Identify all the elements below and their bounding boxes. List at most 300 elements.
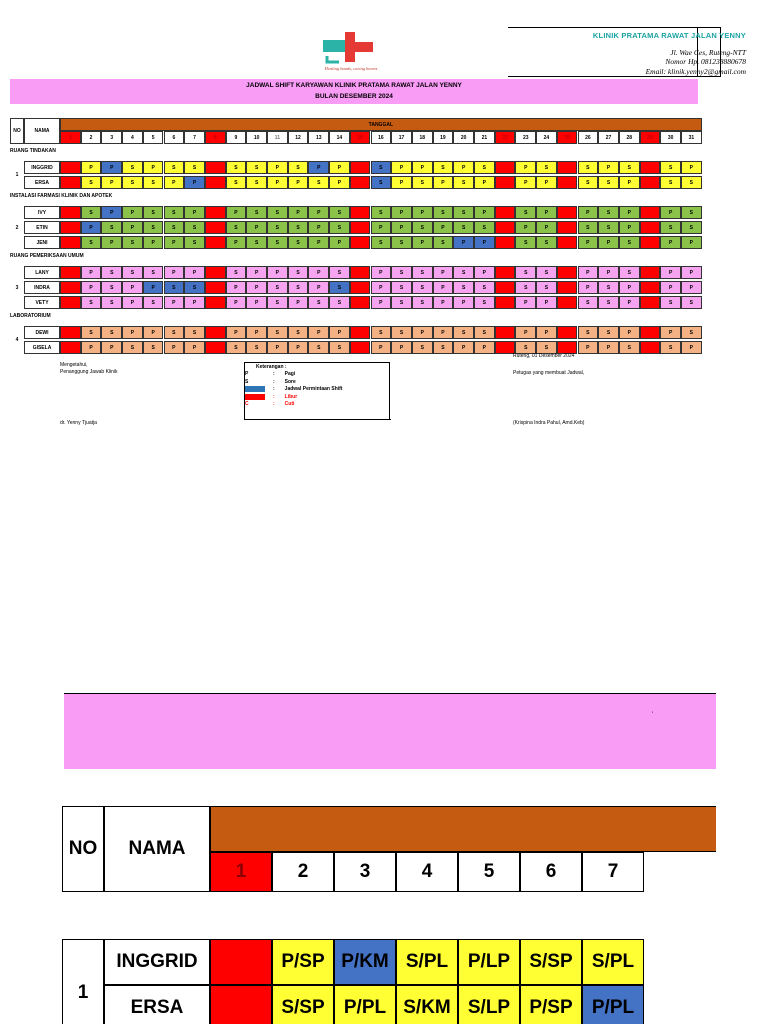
shift-cell[interactable]: S (660, 341, 681, 354)
shift-cell[interactable]: S (226, 176, 247, 189)
shift-cell[interactable]: P (288, 296, 309, 309)
shift-cell[interactable]: S (143, 206, 164, 219)
shift-cell[interactable]: P (164, 236, 185, 249)
shift-cell[interactable]: P (226, 236, 247, 249)
shift-cell[interactable]: S (474, 221, 495, 234)
shift-cell[interactable]: S (681, 221, 702, 234)
shift-cell[interactable]: P (681, 266, 702, 279)
zoom-shift-cell[interactable]: P/KM (334, 939, 396, 985)
shift-cell[interactable]: P (288, 341, 309, 354)
shift-cell[interactable] (557, 296, 578, 309)
shift-cell[interactable]: S (660, 176, 681, 189)
shift-cell[interactable] (640, 221, 661, 234)
shift-cell[interactable]: P (288, 176, 309, 189)
shift-cell[interactable]: S (536, 161, 557, 174)
shift-cell[interactable] (205, 326, 226, 339)
shift-cell[interactable] (557, 326, 578, 339)
shift-cell[interactable]: S (267, 281, 288, 294)
shift-cell[interactable] (60, 221, 81, 234)
shift-cell[interactable]: S (81, 176, 102, 189)
shift-cell[interactable]: S (515, 266, 536, 279)
shift-cell[interactable]: P (101, 341, 122, 354)
shift-cell[interactable]: P (81, 221, 102, 234)
shift-cell[interactable] (640, 296, 661, 309)
shift-cell[interactable]: P (391, 206, 412, 219)
shift-cell[interactable]: S (619, 341, 640, 354)
shift-cell[interactable]: P (81, 281, 102, 294)
shift-cell[interactable]: P (453, 236, 474, 249)
shift-cell[interactable]: P (598, 161, 619, 174)
shift-cell[interactable]: S (267, 206, 288, 219)
shift-cell[interactable]: P (122, 326, 143, 339)
shift-cell[interactable]: P (453, 296, 474, 309)
shift-cell[interactable]: P (681, 281, 702, 294)
shift-cell[interactable] (60, 206, 81, 219)
shift-cell[interactable]: P (184, 176, 205, 189)
shift-cell[interactable]: P (598, 266, 619, 279)
shift-cell[interactable]: S (288, 326, 309, 339)
shift-cell[interactable] (205, 161, 226, 174)
shift-cell[interactable]: S (143, 266, 164, 279)
shift-cell[interactable]: S (433, 341, 454, 354)
shift-cell[interactable] (350, 176, 371, 189)
shift-cell[interactable]: S (164, 206, 185, 219)
shift-cell[interactable]: P (122, 281, 143, 294)
shift-cell[interactable] (205, 281, 226, 294)
shift-cell[interactable]: P (391, 176, 412, 189)
zoom-shift-cell[interactable] (210, 985, 272, 1024)
shift-cell[interactable]: P (246, 296, 267, 309)
shift-cell[interactable]: P (267, 341, 288, 354)
shift-cell[interactable]: S (101, 326, 122, 339)
shift-cell[interactable]: S (371, 326, 392, 339)
shift-cell[interactable]: S (101, 221, 122, 234)
shift-cell[interactable]: S (660, 296, 681, 309)
shift-cell[interactable]: S (578, 176, 599, 189)
shift-cell[interactable]: S (81, 236, 102, 249)
shift-cell[interactable]: S (433, 236, 454, 249)
shift-cell[interactable]: P (433, 281, 454, 294)
shift-cell[interactable]: P (101, 236, 122, 249)
shift-cell[interactable]: S (433, 206, 454, 219)
shift-cell[interactable] (640, 281, 661, 294)
shift-cell[interactable]: P (578, 236, 599, 249)
shift-cell[interactable]: S (453, 266, 474, 279)
shift-cell[interactable]: P (433, 221, 454, 234)
shift-cell[interactable]: P (101, 161, 122, 174)
zoom-shift-cell[interactable]: S/SP (272, 985, 334, 1024)
shift-cell[interactable] (205, 206, 226, 219)
shift-cell[interactable]: P (619, 206, 640, 219)
zoom-shift-cell[interactable] (210, 939, 272, 985)
shift-cell[interactable]: S (122, 176, 143, 189)
shift-cell[interactable]: S (578, 326, 599, 339)
shift-cell[interactable]: P (143, 326, 164, 339)
shift-cell[interactable]: P (226, 326, 247, 339)
shift-cell[interactable]: S (371, 206, 392, 219)
shift-cell[interactable]: S (515, 236, 536, 249)
shift-cell[interactable]: S (246, 176, 267, 189)
shift-cell[interactable] (640, 236, 661, 249)
zoom-shift-cell[interactable]: P/SP (520, 985, 582, 1024)
shift-cell[interactable]: P (371, 341, 392, 354)
shift-cell[interactable]: S (578, 161, 599, 174)
shift-cell[interactable]: P (122, 221, 143, 234)
shift-cell[interactable]: S (619, 236, 640, 249)
shift-cell[interactable] (495, 281, 516, 294)
shift-cell[interactable]: P (226, 296, 247, 309)
shift-cell[interactable]: S (288, 266, 309, 279)
shift-cell[interactable] (350, 221, 371, 234)
shift-cell[interactable]: P (308, 221, 329, 234)
shift-cell[interactable]: P (660, 326, 681, 339)
shift-cell[interactable]: P (433, 296, 454, 309)
shift-cell[interactable]: S (267, 236, 288, 249)
shift-cell[interactable]: S (81, 326, 102, 339)
shift-cell[interactable]: S (619, 266, 640, 279)
shift-cell[interactable] (350, 341, 371, 354)
zoom-shift-cell[interactable]: P/PL (582, 985, 644, 1024)
shift-cell[interactable]: P (515, 161, 536, 174)
shift-cell[interactable] (557, 281, 578, 294)
shift-cell[interactable]: S (453, 206, 474, 219)
shift-cell[interactable]: P (122, 206, 143, 219)
shift-cell[interactable]: P (143, 161, 164, 174)
shift-cell[interactable]: P (329, 326, 350, 339)
shift-cell[interactable]: S (122, 236, 143, 249)
shift-cell[interactable]: P (308, 281, 329, 294)
shift-cell[interactable]: S (308, 341, 329, 354)
shift-cell[interactable] (495, 296, 516, 309)
shift-cell[interactable]: P (474, 176, 495, 189)
shift-cell[interactable]: P (308, 206, 329, 219)
shift-cell[interactable]: S (329, 266, 350, 279)
shift-cell[interactable]: P (453, 161, 474, 174)
shift-cell[interactable]: S (391, 326, 412, 339)
shift-cell[interactable]: P (81, 266, 102, 279)
shift-cell[interactable] (60, 266, 81, 279)
shift-cell[interactable]: P (184, 296, 205, 309)
shift-cell[interactable]: P (515, 176, 536, 189)
shift-cell[interactable]: S (391, 236, 412, 249)
shift-cell[interactable]: P (226, 281, 247, 294)
shift-cell[interactable] (557, 176, 578, 189)
shift-cell[interactable]: S (453, 176, 474, 189)
shift-cell[interactable]: S (515, 206, 536, 219)
shift-cell[interactable]: P (433, 176, 454, 189)
shift-cell[interactable] (640, 341, 661, 354)
shift-cell[interactable]: P (474, 206, 495, 219)
shift-cell[interactable]: P (371, 296, 392, 309)
shift-cell[interactable]: P (329, 176, 350, 189)
shift-cell[interactable]: S (164, 281, 185, 294)
shift-cell[interactable]: P (246, 221, 267, 234)
shift-cell[interactable]: S (515, 281, 536, 294)
shift-cell[interactable]: P (474, 341, 495, 354)
shift-cell[interactable]: P (371, 221, 392, 234)
shift-cell[interactable]: S (371, 161, 392, 174)
shift-cell[interactable]: S (474, 296, 495, 309)
shift-cell[interactable]: P (122, 296, 143, 309)
shift-cell[interactable]: S (329, 341, 350, 354)
shift-cell[interactable]: S (164, 326, 185, 339)
shift-cell[interactable]: P (143, 281, 164, 294)
shift-cell[interactable]: P (164, 341, 185, 354)
shift-cell[interactable]: P (536, 296, 557, 309)
shift-cell[interactable]: P (308, 326, 329, 339)
shift-cell[interactable]: S (164, 221, 185, 234)
shift-cell[interactable] (557, 266, 578, 279)
shift-cell[interactable]: P (578, 206, 599, 219)
shift-cell[interactable] (495, 176, 516, 189)
shift-cell[interactable] (350, 326, 371, 339)
shift-cell[interactable] (205, 236, 226, 249)
shift-cell[interactable]: P (412, 236, 433, 249)
shift-cell[interactable]: P (598, 341, 619, 354)
shift-cell[interactable]: P (619, 326, 640, 339)
shift-cell[interactable] (350, 296, 371, 309)
shift-cell[interactable]: P (619, 296, 640, 309)
shift-cell[interactable]: P (681, 341, 702, 354)
shift-cell[interactable]: P (246, 266, 267, 279)
shift-cell[interactable] (205, 296, 226, 309)
shift-cell[interactable]: P (143, 236, 164, 249)
shift-cell[interactable]: S (288, 236, 309, 249)
shift-cell[interactable]: P (660, 236, 681, 249)
shift-cell[interactable]: P (578, 281, 599, 294)
shift-cell[interactable]: P (660, 281, 681, 294)
shift-cell[interactable]: P (515, 296, 536, 309)
shift-cell[interactable]: S (536, 281, 557, 294)
shift-cell[interactable]: S (329, 221, 350, 234)
shift-cell[interactable] (60, 326, 81, 339)
shift-cell[interactable]: P (536, 176, 557, 189)
shift-cell[interactable]: P (474, 266, 495, 279)
shift-cell[interactable]: S (474, 326, 495, 339)
shift-cell[interactable] (495, 266, 516, 279)
shift-cell[interactable]: P (391, 341, 412, 354)
shift-cell[interactable]: P (453, 341, 474, 354)
shift-cell[interactable] (640, 326, 661, 339)
shift-cell[interactable] (60, 281, 81, 294)
shift-cell[interactable]: S (619, 161, 640, 174)
shift-cell[interactable]: P (619, 281, 640, 294)
zoom-shift-cell[interactable]: P/PL (334, 985, 396, 1024)
shift-cell[interactable]: P (288, 206, 309, 219)
shift-cell[interactable] (495, 206, 516, 219)
shift-cell[interactable]: S (246, 236, 267, 249)
zoom-shift-cell[interactable]: S/LP (458, 985, 520, 1024)
shift-cell[interactable]: P (474, 236, 495, 249)
shift-cell[interactable]: P (101, 206, 122, 219)
shift-cell[interactable] (205, 176, 226, 189)
shift-cell[interactable]: S (246, 206, 267, 219)
shift-cell[interactable]: S (453, 221, 474, 234)
shift-cell[interactable]: S (598, 296, 619, 309)
shift-cell[interactable]: S (578, 296, 599, 309)
shift-cell[interactable] (557, 161, 578, 174)
shift-cell[interactable]: P (536, 206, 557, 219)
shift-cell[interactable]: P (433, 266, 454, 279)
shift-cell[interactable]: P (308, 236, 329, 249)
shift-cell[interactable]: S (226, 221, 247, 234)
shift-cell[interactable]: S (122, 161, 143, 174)
shift-cell[interactable]: S (598, 206, 619, 219)
shift-cell[interactable]: S (660, 221, 681, 234)
shift-cell[interactable]: S (288, 281, 309, 294)
shift-cell[interactable]: S (308, 176, 329, 189)
shift-cell[interactable]: P (184, 266, 205, 279)
shift-cell[interactable]: P (184, 341, 205, 354)
shift-cell[interactable]: P (681, 236, 702, 249)
shift-cell[interactable] (557, 236, 578, 249)
shift-cell[interactable]: P (308, 161, 329, 174)
shift-cell[interactable] (495, 326, 516, 339)
shift-cell[interactable] (495, 161, 516, 174)
shift-cell[interactable]: P (515, 221, 536, 234)
shift-cell[interactable] (640, 206, 661, 219)
shift-cell[interactable] (557, 221, 578, 234)
shift-cell[interactable]: S (453, 326, 474, 339)
shift-cell[interactable]: S (412, 266, 433, 279)
shift-cell[interactable]: S (226, 341, 247, 354)
shift-cell[interactable]: P (433, 326, 454, 339)
shift-cell[interactable]: P (412, 326, 433, 339)
shift-cell[interactable]: P (371, 266, 392, 279)
shift-cell[interactable] (495, 221, 516, 234)
shift-cell[interactable] (350, 206, 371, 219)
shift-cell[interactable]: P (391, 161, 412, 174)
shift-cell[interactable]: P (101, 176, 122, 189)
shift-cell[interactable]: S (143, 341, 164, 354)
shift-cell[interactable]: P (267, 176, 288, 189)
shift-cell[interactable]: S (288, 221, 309, 234)
shift-cell[interactable]: S (391, 281, 412, 294)
shift-cell[interactable]: P (660, 206, 681, 219)
shift-cell[interactable]: S (412, 296, 433, 309)
shift-cell[interactable]: P (246, 281, 267, 294)
shift-cell[interactable]: S (101, 266, 122, 279)
shift-cell[interactable] (350, 266, 371, 279)
shift-cell[interactable]: S (81, 296, 102, 309)
shift-cell[interactable]: S (515, 341, 536, 354)
shift-cell[interactable]: P (329, 161, 350, 174)
shift-cell[interactable]: P (164, 176, 185, 189)
shift-cell[interactable]: S (474, 161, 495, 174)
shift-cell[interactable]: P (81, 341, 102, 354)
shift-cell[interactable]: S (101, 296, 122, 309)
shift-cell[interactable]: S (391, 266, 412, 279)
shift-cell[interactable]: P (681, 161, 702, 174)
shift-cell[interactable]: S (391, 296, 412, 309)
shift-cell[interactable]: S (267, 221, 288, 234)
shift-cell[interactable]: S (371, 176, 392, 189)
shift-cell[interactable]: S (288, 161, 309, 174)
shift-cell[interactable]: P (536, 326, 557, 339)
shift-cell[interactable]: S (681, 206, 702, 219)
shift-cell[interactable]: S (308, 296, 329, 309)
shift-cell[interactable]: P (267, 161, 288, 174)
shift-cell[interactable] (60, 341, 81, 354)
shift-cell[interactable]: S (329, 281, 350, 294)
shift-cell[interactable]: S (143, 176, 164, 189)
zoom-shift-cell[interactable]: S/KM (396, 985, 458, 1024)
shift-cell[interactable]: P (184, 206, 205, 219)
shift-cell[interactable]: S (598, 326, 619, 339)
shift-cell[interactable] (640, 161, 661, 174)
shift-cell[interactable] (350, 161, 371, 174)
shift-cell[interactable]: S (184, 281, 205, 294)
shift-cell[interactable] (60, 176, 81, 189)
shift-cell[interactable]: P (246, 326, 267, 339)
shift-cell[interactable]: S (578, 221, 599, 234)
shift-cell[interactable] (60, 296, 81, 309)
shift-cell[interactable]: S (453, 281, 474, 294)
shift-cell[interactable]: P (578, 341, 599, 354)
shift-cell[interactable] (640, 266, 661, 279)
shift-cell[interactable]: S (267, 326, 288, 339)
shift-cell[interactable] (350, 281, 371, 294)
shift-cell[interactable]: P (391, 221, 412, 234)
shift-cell[interactable]: P (371, 281, 392, 294)
shift-cell[interactable]: P (81, 161, 102, 174)
shift-cell[interactable] (205, 266, 226, 279)
shift-cell[interactable]: S (184, 161, 205, 174)
shift-cell[interactable]: P (660, 266, 681, 279)
shift-cell[interactable] (495, 236, 516, 249)
shift-cell[interactable]: S (412, 281, 433, 294)
shift-cell[interactable] (60, 236, 81, 249)
shift-cell[interactable]: S (246, 341, 267, 354)
shift-cell[interactable]: S (184, 221, 205, 234)
shift-cell[interactable]: S (474, 281, 495, 294)
shift-cell[interactable] (640, 176, 661, 189)
shift-cell[interactable]: P (412, 206, 433, 219)
shift-cell[interactable]: P (619, 176, 640, 189)
shift-cell[interactable]: S (598, 176, 619, 189)
shift-cell[interactable] (205, 341, 226, 354)
shift-cell[interactable]: S (412, 221, 433, 234)
shift-cell[interactable]: S (681, 296, 702, 309)
shift-cell[interactable] (60, 161, 81, 174)
shift-cell[interactable]: S (329, 296, 350, 309)
shift-cell[interactable]: S (122, 266, 143, 279)
shift-cell[interactable]: S (412, 176, 433, 189)
zoom-shift-cell[interactable]: P/LP (458, 939, 520, 985)
shift-cell[interactable]: S (164, 161, 185, 174)
shift-cell[interactable]: P (619, 221, 640, 234)
shift-cell[interactable]: S (536, 266, 557, 279)
shift-cell[interactable]: P (267, 266, 288, 279)
shift-cell[interactable]: P (598, 236, 619, 249)
shift-cell[interactable]: S (184, 326, 205, 339)
shift-cell[interactable]: P (412, 161, 433, 174)
shift-cell[interactable]: S (536, 236, 557, 249)
shift-cell[interactable]: S (246, 161, 267, 174)
shift-cell[interactable]: P (308, 266, 329, 279)
shift-cell[interactable]: S (226, 161, 247, 174)
shift-cell[interactable]: S (267, 296, 288, 309)
shift-cell[interactable]: S (681, 326, 702, 339)
shift-cell[interactable]: S (598, 281, 619, 294)
zoom-shift-cell[interactable]: S/PL (582, 939, 644, 985)
zoom-shift-cell[interactable]: S/SP (520, 939, 582, 985)
shift-cell[interactable]: S (433, 161, 454, 174)
shift-cell[interactable]: S (226, 266, 247, 279)
shift-cell[interactable]: P (226, 206, 247, 219)
shift-cell[interactable]: S (681, 176, 702, 189)
shift-cell[interactable]: S (184, 236, 205, 249)
